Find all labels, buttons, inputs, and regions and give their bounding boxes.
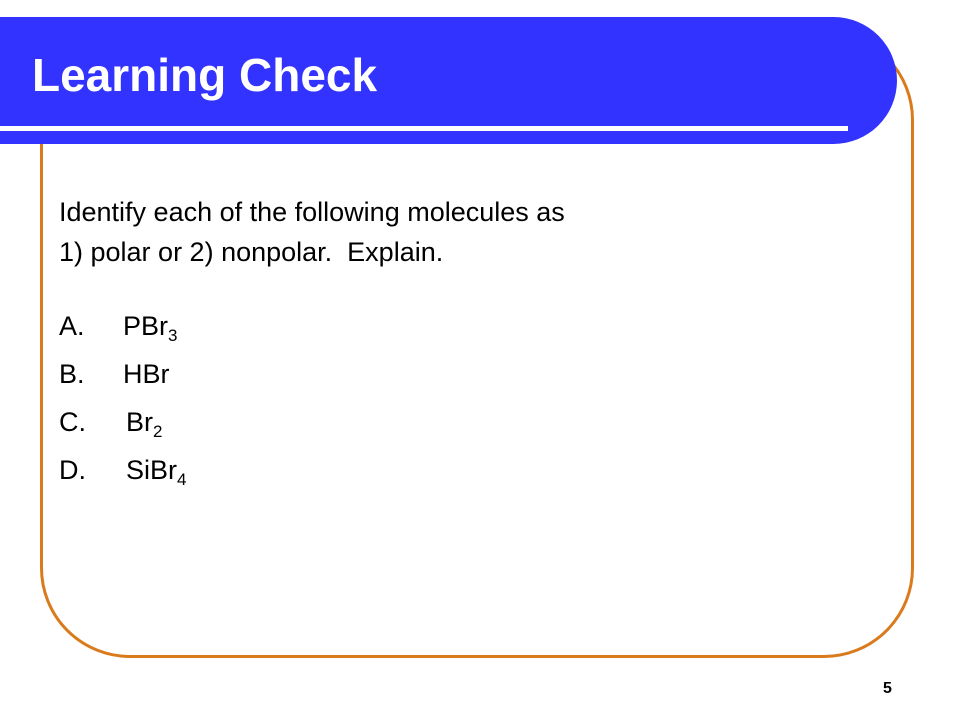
prompt-line-1: Identify each of the following molecules as (59, 197, 565, 227)
title-underline (0, 126, 848, 131)
option-c (59, 402, 186, 450)
option-letter: C. (59, 407, 86, 437)
answer-options (59, 306, 186, 498)
formula-main: HBr (123, 359, 170, 389)
slide-title: Learning Check (32, 49, 378, 101)
option-letter: A. (59, 311, 85, 341)
option-d (59, 450, 186, 498)
option-formula (126, 450, 186, 490)
option-formula (126, 402, 162, 442)
formula-main: PBr (123, 311, 169, 341)
page-number: 5 (883, 680, 892, 697)
formula-subscript: 4 (177, 470, 187, 489)
formula-subscript: 3 (168, 326, 178, 345)
formula-subscript: 2 (153, 422, 163, 441)
option-letter: B. (59, 359, 85, 389)
option-b (59, 354, 186, 402)
option-a (59, 306, 186, 354)
option-letter: D. (59, 455, 86, 485)
prompt-line-2: 1) polar or 2) nonpolar. Explain. (59, 237, 444, 267)
formula-main: Br (126, 407, 153, 437)
option-formula (123, 354, 170, 394)
option-formula (123, 306, 177, 346)
question-prompt (59, 192, 839, 272)
formula-main: SiBr (126, 455, 178, 485)
